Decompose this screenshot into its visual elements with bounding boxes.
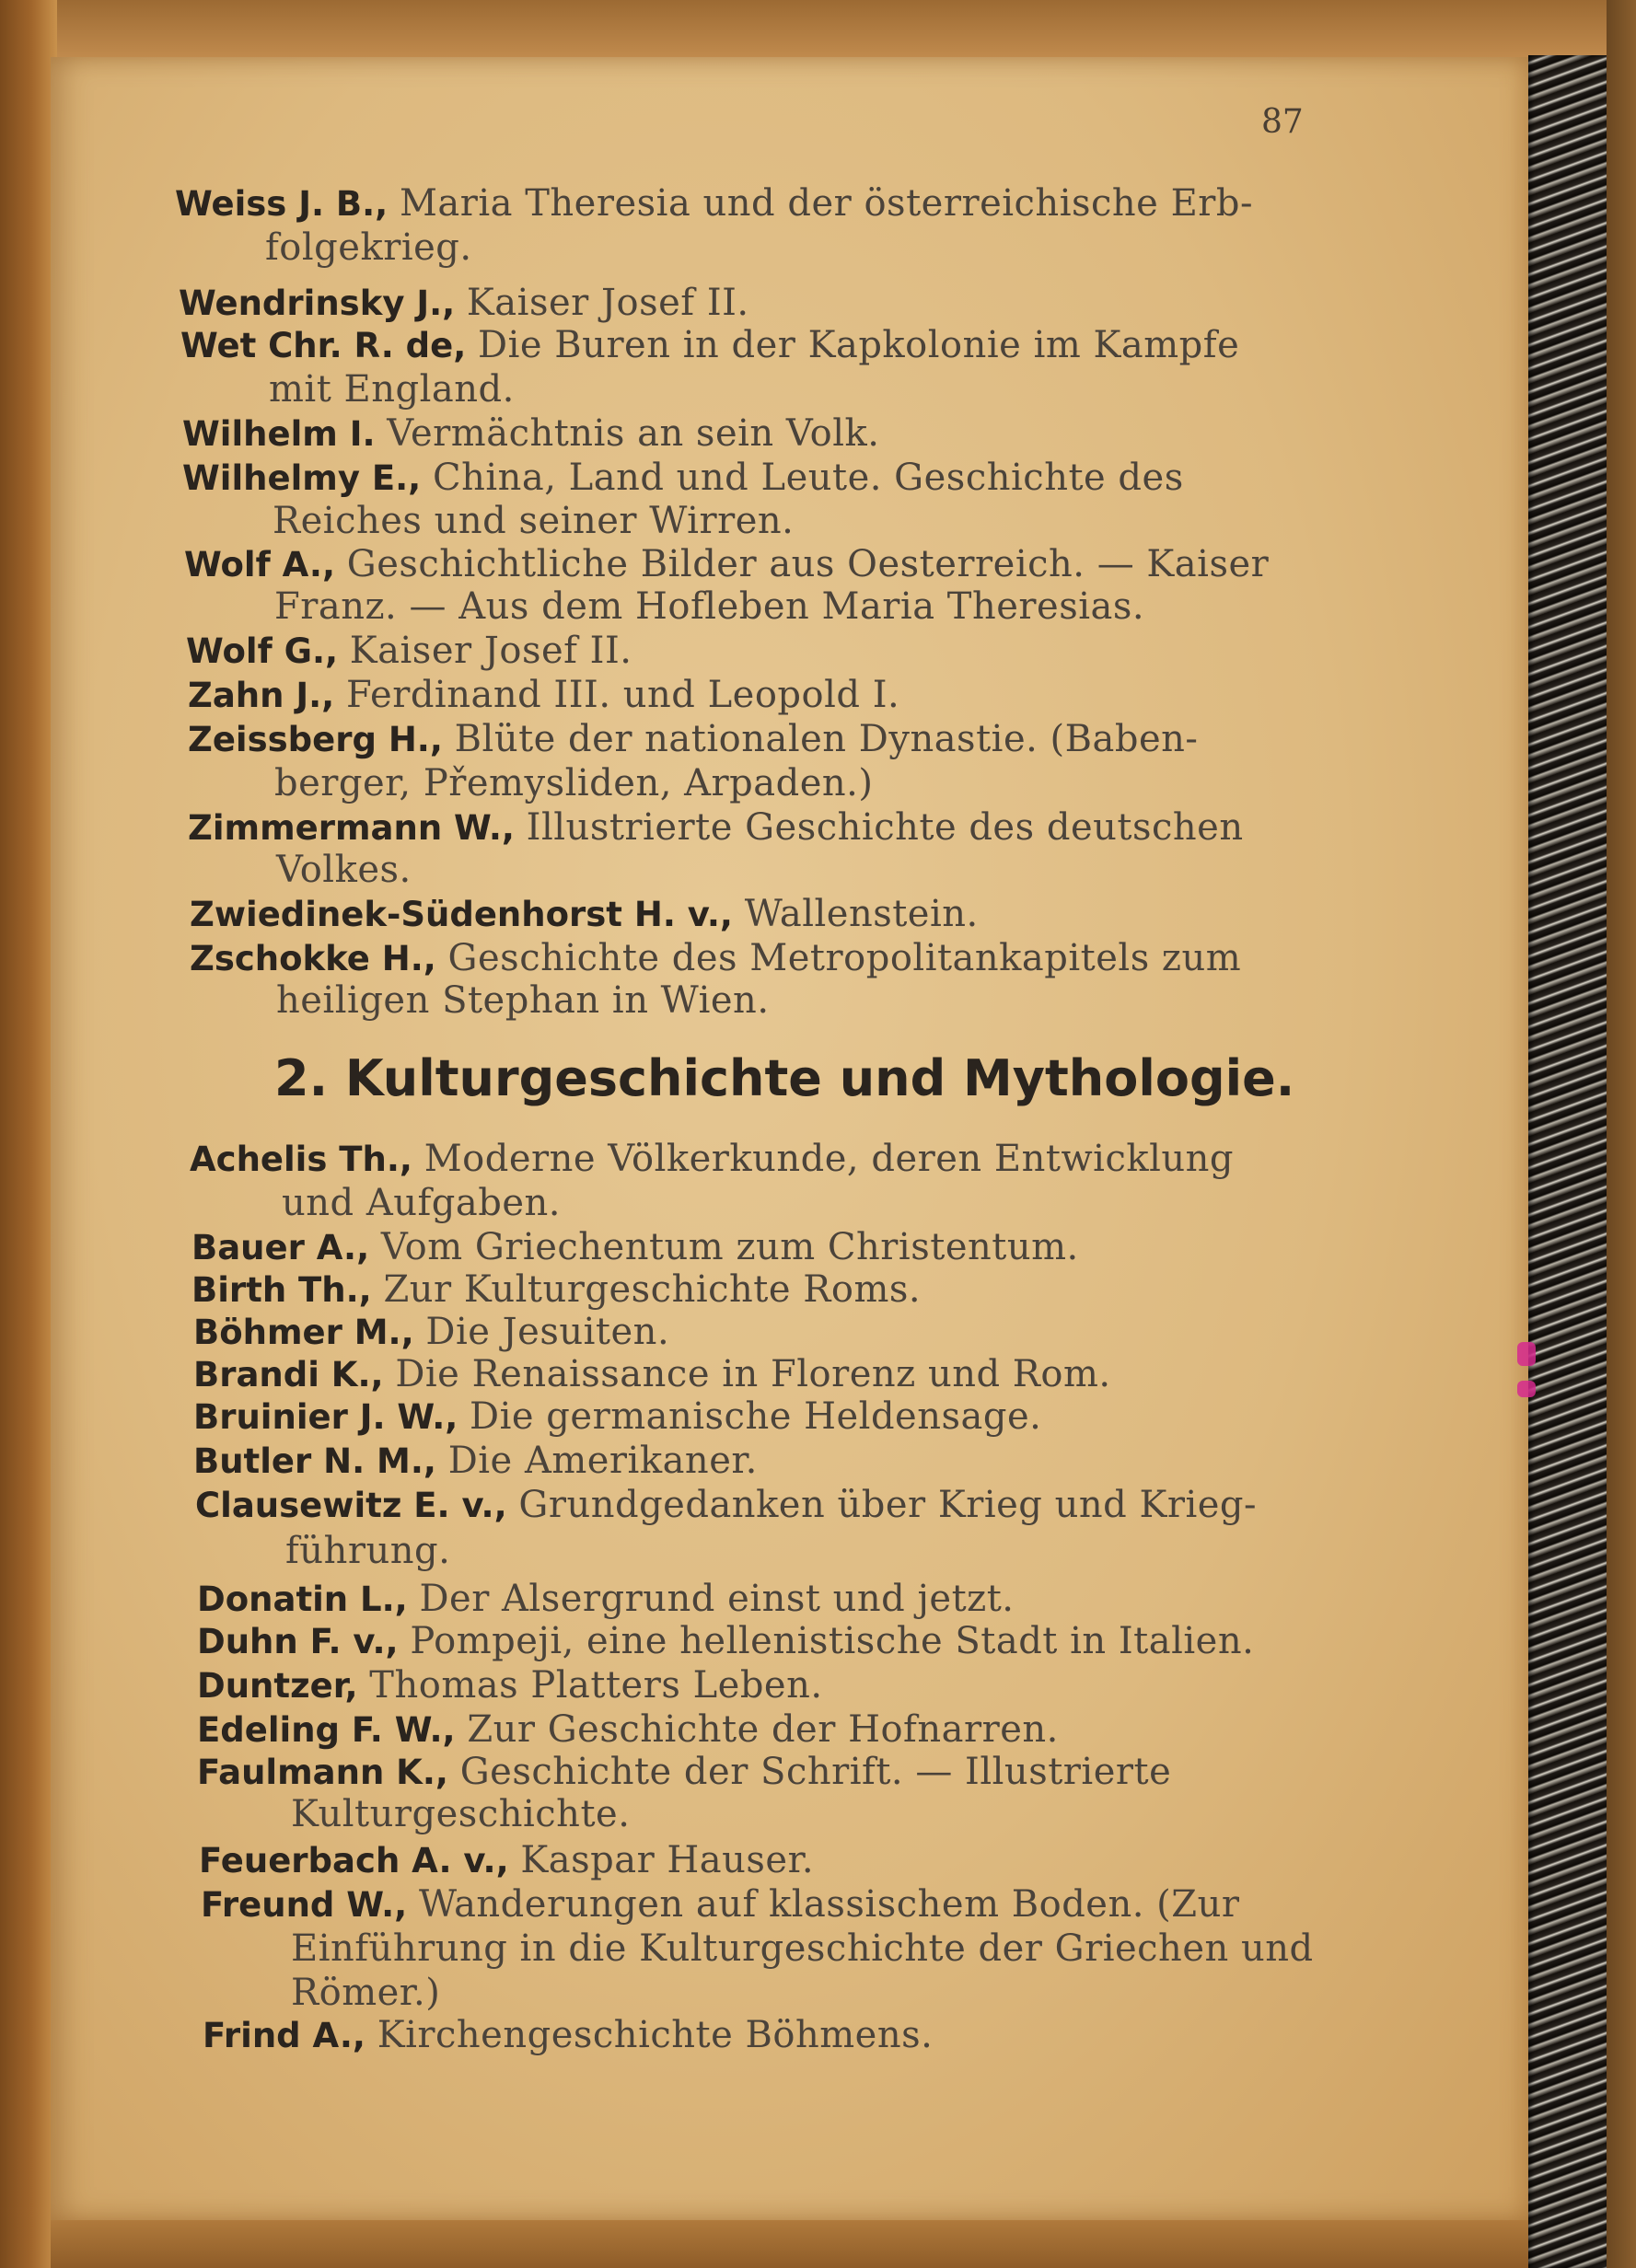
author-name: Zwiedinek-Südenhorst H. v., [190,895,733,934]
bibliography-entry [182,412,879,456]
bibliography-entry [199,1839,814,1882]
author-name: Freund W., [201,1885,408,1925]
bibliography-entry [184,543,1269,586]
bibliography-entry [180,324,1239,367]
entry-title: Die germanische Heldensage. [470,1395,1042,1438]
bibliography-entry [193,1395,1041,1439]
author-name: Donatin L., [197,1580,408,1619]
entry-title: Kaiser Josef II. [349,630,632,672]
author-name: Faulmann K., [197,1753,448,1792]
author-name: Wilhelm I. [182,414,376,454]
author-name: Duntzer, [197,1666,358,1706]
bibliography-entry [197,1578,1015,1621]
entry-title: Kaspar Hauser. [520,1839,815,1881]
entry-continuation: führung. [285,1530,451,1572]
author-name: Zahn J., [188,676,335,715]
entry-title: Blüte der nationalen Dynastie. (Baben- [454,718,1199,760]
bibliography-entry [203,2014,933,2057]
page-number: 87 [1261,103,1304,141]
bibliography-entry [193,1311,669,1354]
entry-title: Die Amerikaner. [447,1440,758,1482]
bibliography-entry [195,1484,1257,1527]
entry-continuation: Einführung in die Kulturgeschichte der Griechen und [291,1927,1314,1970]
entry-continuation: Reiches und seiner Wirren. [273,500,795,542]
author-name: Weiss J. B., [175,184,389,224]
author-name: Bruinier J. W., [193,1397,458,1437]
bibliography-entry [197,1708,1059,1752]
entry-continuation: berger, Přemysliden, Arpaden.) [274,762,874,804]
author-name: Edeling F. W., [197,1710,456,1750]
entry-continuation: folgekrieg. [265,226,472,269]
entry-title: Kirchengeschichte Böhmens. [377,2014,934,2056]
entry-title: Geschichte der Schrift. — Illustrierte [459,1751,1172,1793]
author-name: Birth Th., [191,1270,372,1310]
bibliography-entry [190,1138,1234,1181]
entry-continuation: Volkes. [276,849,412,891]
author-name: Böhmer M., [193,1313,414,1352]
entry-title: Der Alsergrund einst und jetzt. [419,1578,1015,1620]
entry-title: Vermächtnis an sein Volk. [387,412,880,455]
author-name: Butler N. M., [193,1441,436,1481]
entry-title: Zur Geschichte der Hofnarren. [467,1708,1059,1751]
entry-title: Illustrierte Geschichte des deutschen [526,806,1244,849]
entry-title: Thomas Platters Leben. [369,1664,823,1707]
entry-title: China, Land und Leute. Geschichte des [432,457,1184,499]
author-name: Wet Chr. R. de, [180,326,467,365]
author-name: Zschokke H., [190,939,436,978]
author-name: Achelis Th., [190,1140,412,1179]
bibliography-entry [191,1226,1079,1269]
entry-continuation: heiligen Stephan in Wien. [276,979,770,1022]
entry-title: Wanderungen auf klassischem Boden. (Zur [418,1883,1240,1926]
bibliography-entry [182,457,1184,500]
bibliography-entry [197,1751,1171,1794]
entry-title: Die Renaissance in Florenz und Rom. [395,1353,1111,1395]
entry-continuation: mit England. [269,368,515,411]
bibliography-entry [197,1620,1254,1663]
author-name: Zeissberg H., [188,720,443,759]
author-name: Feuerbach A. v., [199,1841,509,1880]
entry-title: Die Jesuiten. [425,1311,670,1353]
bibliography-entry [186,630,632,673]
author-name: Wolf A., [184,545,336,584]
entry-title: Zur Kulturgeschichte Roms. [383,1268,922,1311]
entry-title: Geschichte des Metropolitankapitels zum [447,937,1242,979]
entry-title: Moderne Völkerkunde, deren Entwicklung [424,1138,1235,1180]
bibliography-entry [193,1353,1111,1396]
author-name: Wendrinsky J., [179,284,456,323]
bibliography-entry [190,937,1241,980]
entry-title: Wallenstein. [744,893,979,935]
author-name: Wolf G., [186,631,339,671]
bibliography-entry [197,1664,823,1707]
entry-title: Kaiser Josef II. [466,282,749,324]
entry-title: Vom Griechentum zum Christentum. [380,1226,1079,1268]
author-name: Duhn F. v., [197,1622,399,1661]
entry-title: Die Buren in der Kapkolonie im Kampfe [478,324,1240,366]
bibliography-entry [188,718,1198,761]
entry-continuation: Kulturgeschichte. [291,1793,631,1835]
entry-title: Ferdinand III. und Leopold I. [345,674,900,716]
entry-title: Grundgedanken über Krieg und Krieg- [518,1484,1258,1526]
bibliography-entry [188,806,1244,850]
entry-title: Geschichtliche Bilder aus Oesterreich. — Kaiser [346,543,1270,585]
bibliography-entry [175,182,1253,226]
author-name: Wilhelmy E., [182,458,422,498]
author-name: Bauer A., [191,1228,370,1267]
bibliography-entry [191,1268,921,1312]
author-name: Brandi K., [193,1355,384,1394]
entry-continuation: Franz. — Aus dem Hofleben Maria Theresias. [274,585,1145,628]
entry-title: Pompeji, eine hellenistische Stadt in Italien. [410,1620,1255,1662]
bibliography-entry [201,1883,1239,1927]
bibliography-entry [190,893,979,936]
author-name: Clausewitz E. v., [195,1486,507,1525]
bibliography-entry [179,282,749,325]
author-name: Frind A., [203,2016,365,2055]
entry-continuation: Römer.) [291,1972,441,2014]
author-name: Zimmermann W., [188,808,515,848]
bibliography-entry [193,1440,758,1483]
bibliography-entry [188,674,899,717]
entry-title: Maria Theresia und der österreichische Erb- [399,182,1254,225]
section-heading: 2. Kulturgeschichte und Mythologie. [274,1049,1295,1107]
entry-continuation: und Aufgaben. [282,1182,562,1224]
